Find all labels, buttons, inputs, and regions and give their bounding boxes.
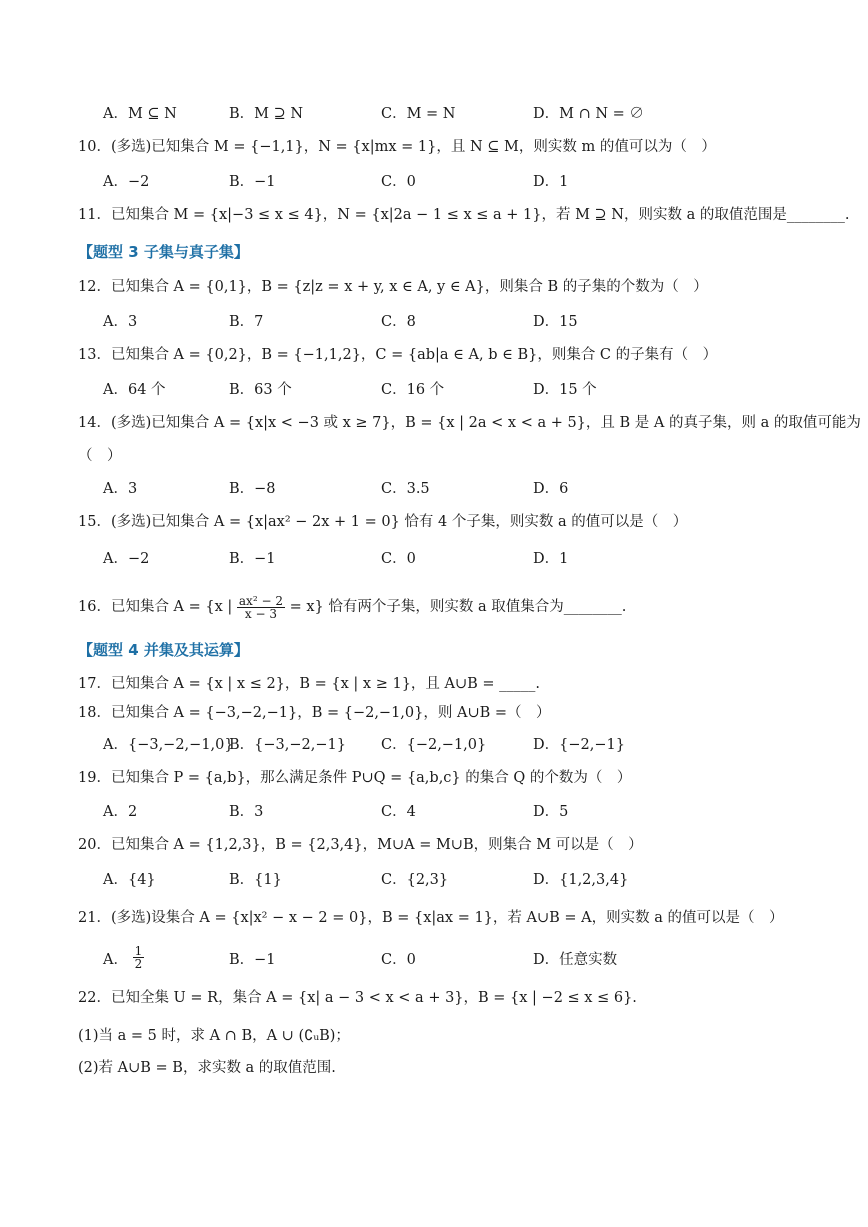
q18-option-c: C．{−2,−1,0}	[381, 737, 487, 753]
q16-numerator: ax² − 2	[238, 593, 283, 608]
q16-fraction	[237, 595, 285, 620]
q14-option-d: D．6	[533, 481, 569, 497]
q10-options	[103, 172, 803, 192]
section-heading-4: 【题型 4 并集及其运算】	[78, 641, 249, 659]
q21-options	[103, 943, 803, 971]
q10-option-b: B．−1	[229, 174, 276, 190]
q14-option-a: A．3	[103, 481, 138, 497]
q20-option-d: D．{1,2,3,4}	[533, 872, 629, 888]
q18-option-d: D．{−2,−1}	[533, 737, 625, 753]
q13-option-d: D．15 个	[533, 382, 597, 398]
q14-option-b: B．−8	[229, 481, 276, 497]
q12-option-b: B．7	[229, 314, 264, 330]
q21-option-a-label: A．	[103, 952, 128, 968]
q18-option-a: A．{−3,−2,−1,0}	[103, 737, 234, 753]
q21-option-d: D．任意实数	[533, 952, 618, 968]
question-22-part-1: (1)当 a = 5 时，求 A ∩ B，A ∪ (∁ᵤB)；	[78, 1028, 350, 1044]
question-17: 17．已知集合 A = {x | x ≤ 2}，B = {x | x ≥ 1}，且 A∪B = _____.	[78, 676, 541, 692]
q14-option-c: C．3.5	[381, 481, 430, 497]
q15-option-d: D．1	[533, 551, 569, 567]
q9-option-b: B．M ⊇ N	[229, 106, 304, 122]
q9-option-a: A．M ⊆ N	[103, 106, 177, 122]
q9-option-c: C．M = N	[381, 106, 456, 122]
q19-option-d: D．5	[533, 804, 569, 820]
question-21: 21．(多选)设集合 A = {x|x² − x − 2 = 0}，B = {x|ax = 1}，若 A∪B = A，则实数 a 的值可以是（ ）	[78, 910, 784, 926]
q19-option-b: B．3	[229, 804, 264, 820]
q21-option-a-fraction	[133, 945, 145, 970]
q14-options	[103, 479, 803, 499]
question-15: 15．(多选)已知集合 A = {x|ax² − 2x + 1 = 0} 恰有 4 个子集，则实数 a 的值可以是（ ）	[78, 514, 688, 530]
q19-options	[103, 802, 803, 822]
q20-option-a: A．{4}	[103, 872, 156, 888]
q15-option-a: A．−2	[103, 551, 150, 567]
q15-options	[103, 549, 803, 569]
q21-option-b: B．−1	[229, 952, 276, 968]
question-18: 18．已知集合 A = {−3,−2,−1}，B = {−2,−1,0}，则 A∪B =（ ）	[78, 705, 551, 721]
question-22: 22．已知全集 U = R，集合 A = {x| a − 3 < x < a + 3}，B = {x | −2 ≤ x ≤ 6}.	[78, 990, 637, 1006]
q12-option-d: D．15	[533, 314, 578, 330]
q9-option-d: D．M ∩ N = ∅	[533, 106, 644, 122]
q19-option-a: A．2	[103, 804, 138, 820]
question-14: 14．(多选)已知集合 A = {x|x < −3 或 x ≥ 7}，B = {x | 2a < x < a + 5}，且 B 是 A 的真子集，则 a 的取值可能为	[78, 415, 861, 431]
q13-option-b: B．63 个	[229, 382, 292, 398]
question-19: 19．已知集合 P = {a,b}，那么满足条件 P∪Q = {a,b,c} 的集合 Q 的个数为（ ）	[78, 770, 632, 786]
q12-option-c: C．8	[381, 314, 416, 330]
q20-options	[103, 870, 803, 890]
q20-option-c: C．{2,3}	[381, 872, 449, 888]
q16-suffix: = x} 恰有两个子集，则实数 a 取值集合为________.	[289, 599, 627, 615]
question-12: 12．已知集合 A = {0,1}，B = {z|z = x + y, x ∈ A, y ∈ A}，则集合 B 的子集的个数为（ ）	[78, 279, 708, 295]
q15-option-c: C．0	[381, 551, 416, 567]
q20-option-b: B．{1}	[229, 872, 282, 888]
q13-option-a: A．64 个	[103, 382, 166, 398]
question-11: 11．已知集合 M = {x|−3 ≤ x ≤ 4}，N = {x|2a − 1 ≤ x ≤ a + 1}，若 M ⊇ N，则实数 a 的取值范围是________.	[78, 207, 850, 223]
q13-options	[103, 380, 803, 400]
question-13: 13．已知集合 A = {0,2}，B = {−1,1,2}，C = {ab|a ∈ A, b ∈ B}，则集合 C 的子集有（ ）	[78, 347, 718, 363]
question-10: 10．(多选)已知集合 M = {−1,1}，N = {x|mx = 1}，且 N ⊆ M，则实数 m 的值可以为（ ）	[78, 139, 716, 155]
q15-option-b: B．−1	[229, 551, 276, 567]
q21-option-c: C．0	[381, 952, 416, 968]
question-22-part-2: (2)若 A∪B = B，求实数 a 的取值范围.	[78, 1060, 336, 1076]
q21-option-a-denominator: 2	[134, 956, 143, 971]
q16-prefix: 16．已知集合 A = {x |	[78, 599, 233, 615]
q21-option-a-numerator: 1	[134, 943, 143, 958]
q9-options	[103, 104, 803, 124]
question-20: 20．已知集合 A = {1,2,3}，B = {2,3,4}，M∪A = M∪B，则集合 M 可以是（ ）	[78, 837, 643, 853]
question-16	[78, 590, 626, 624]
q10-option-a: A．−2	[103, 174, 150, 190]
q10-option-d: D．1	[533, 174, 569, 190]
q18-option-b: B．{−3,−2,−1}	[229, 737, 346, 753]
q13-option-c: C．16 个	[381, 382, 445, 398]
q18-options	[103, 735, 803, 755]
q16-denominator: x − 3	[244, 606, 277, 621]
section-heading-3: 【题型 3 子集与真子集】	[78, 243, 249, 261]
q12-options	[103, 312, 803, 332]
q10-option-c: C．0	[381, 174, 416, 190]
question-14-paren: （ ）	[78, 448, 122, 464]
q12-option-a: A．3	[103, 314, 138, 330]
q21-option-a	[103, 943, 144, 971]
q19-option-c: C．4	[381, 804, 416, 820]
